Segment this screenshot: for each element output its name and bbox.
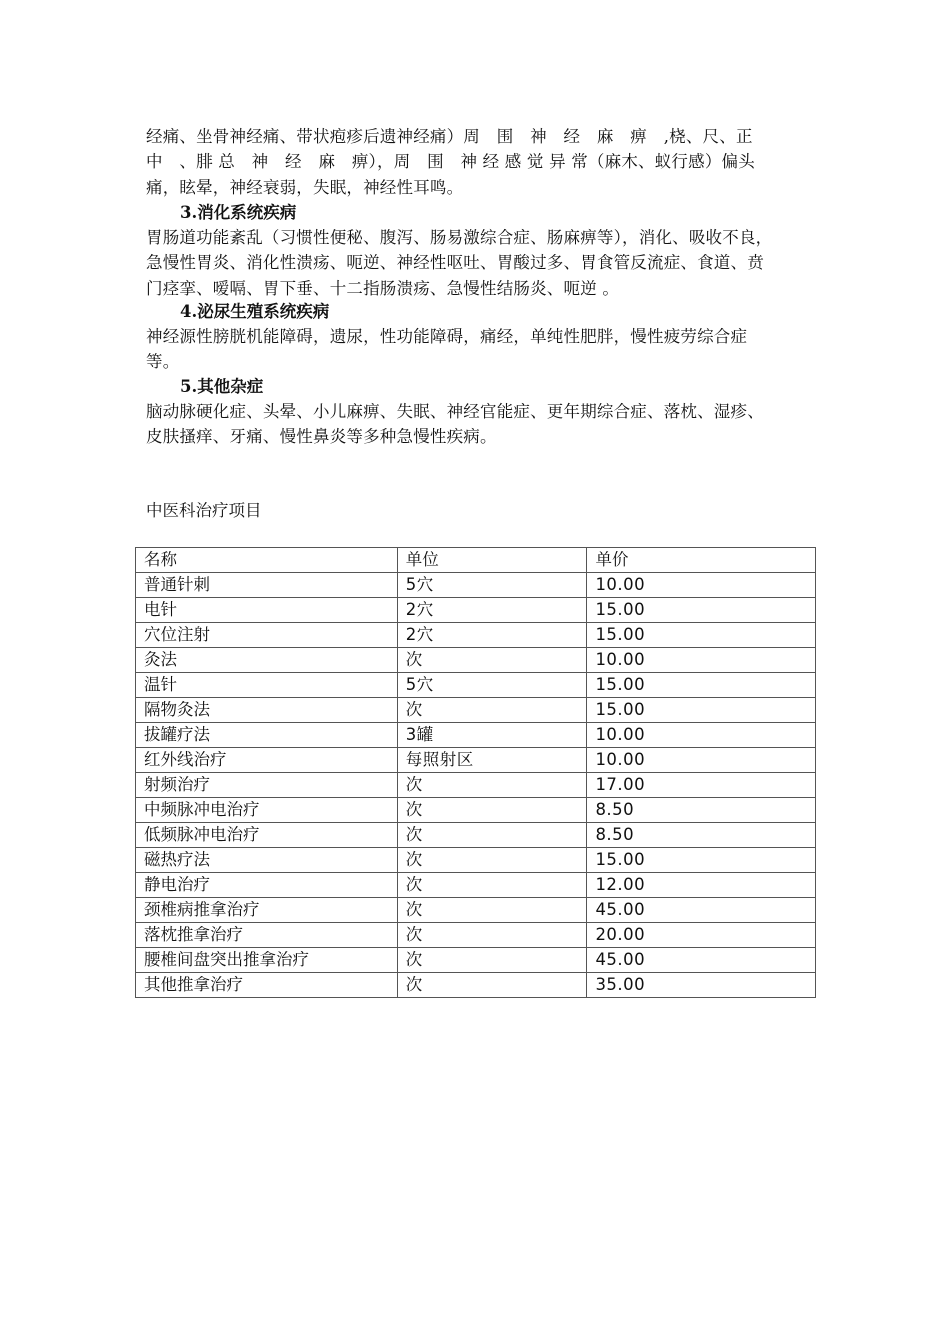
cell-item-name: 落枕推拿治疗 <box>136 923 398 948</box>
cell-unit: 5穴 <box>397 573 587 598</box>
paragraph-line: 痛，眩晕，神经衰弱，失眠，神经性耳鸣。 <box>146 177 464 197</box>
cell-unit: 次 <box>397 948 587 973</box>
cell-unit: 次 <box>397 798 587 823</box>
table-row <box>136 973 816 998</box>
section-body-other <box>146 399 826 450</box>
cell-item-name: 磁热疗法 <box>136 848 398 873</box>
cell-item-name: 灸法 <box>136 648 398 673</box>
cell-unit: 次 <box>397 773 587 798</box>
cell-unit: 2穴 <box>397 623 587 648</box>
cell-unit: 次 <box>397 648 587 673</box>
cell-unit: 次 <box>397 898 587 923</box>
table-row <box>136 948 816 973</box>
cell-price: 8.50 <box>587 798 816 823</box>
section-heading-digestive: 3.消化系统疾病 <box>180 203 297 222</box>
cell-item-name: 射频治疗 <box>136 773 398 798</box>
cell-price: 35.00 <box>587 973 816 998</box>
cell-unit: 5穴 <box>397 673 587 698</box>
section-body-digestive <box>146 225 826 301</box>
table-row <box>136 848 816 873</box>
paragraph-line: 皮肤搔痒、牙痛、慢性鼻炎等多种急慢性疾病。 <box>146 427 497 447</box>
table-body <box>136 573 816 998</box>
cell-price: 12.00 <box>587 873 816 898</box>
table-row <box>136 898 816 923</box>
cell-item-name: 隔物灸法 <box>136 698 398 723</box>
table-caption: 中医科治疗项目 <box>146 501 262 520</box>
cell-item-name: 拔罐疗法 <box>136 723 398 748</box>
table-row <box>136 598 816 623</box>
cell-price: 45.00 <box>587 898 816 923</box>
table-row <box>136 773 816 798</box>
cell-price: 8.50 <box>587 823 816 848</box>
paragraph-line: 中 、腓 总 神 经 麻 痹），周 围 神 经 感 觉 异 常（麻木、蚁行感）偏头 <box>146 152 755 172</box>
cell-item-name: 其他推拿治疗 <box>136 973 398 998</box>
table-row <box>136 698 816 723</box>
cell-price: 20.00 <box>587 923 816 948</box>
cell-unit: 2穴 <box>397 598 587 623</box>
cell-item-name: 静电治疗 <box>136 873 398 898</box>
paragraph-line: 门痉挛、嗳嗝、胃下垂、十二指肠溃疡、急慢性结肠炎、呃逆 。 <box>146 278 620 298</box>
cell-price: 15.00 <box>587 673 816 698</box>
cell-item-name: 中频脉冲电治疗 <box>136 798 398 823</box>
table-row <box>136 823 816 848</box>
cell-price: 45.00 <box>587 948 816 973</box>
table-row <box>136 798 816 823</box>
table-row <box>136 873 816 898</box>
cell-price: 15.00 <box>587 623 816 648</box>
section-heading-other: 5.其他杂症 <box>180 377 264 396</box>
paragraph-line: 等。 <box>146 352 180 372</box>
cell-item-name: 低频脉冲电治疗 <box>136 823 398 848</box>
cell-price: 15.00 <box>587 698 816 723</box>
cell-unit: 次 <box>397 823 587 848</box>
cell-price: 15.00 <box>587 848 816 873</box>
cell-unit: 每照射区 <box>397 748 587 773</box>
column-header-unit: 单位 <box>397 548 587 573</box>
cell-unit: 次 <box>397 848 587 873</box>
cell-item-name: 普通针刺 <box>136 573 398 598</box>
cell-price: 10.00 <box>587 748 816 773</box>
cell-item-name: 腰椎间盘突出推拿治疗 <box>136 948 398 973</box>
table-row <box>136 573 816 598</box>
section-heading-urogenital: 4.泌尿生殖系统疾病 <box>180 302 330 321</box>
table-row <box>136 923 816 948</box>
column-header-price: 单价 <box>587 548 816 573</box>
paragraph-line: 急慢性胃炎、消化性溃疡、呃逆、神经性呕吐、胃酸过多、胃食管反流症、食道、贲 <box>146 253 764 273</box>
cell-price: 15.00 <box>587 598 816 623</box>
table-row <box>136 673 816 698</box>
cell-item-name: 电针 <box>136 598 398 623</box>
table-row <box>136 723 816 748</box>
cell-item-name: 红外线治疗 <box>136 748 398 773</box>
cell-item-name: 温针 <box>136 673 398 698</box>
intro-paragraph <box>146 124 826 200</box>
paragraph-line: 经痛、坐骨神经痛、带状疱疹后遗神经痛）周 围 神 经 麻 痹 ,桡、尺、正 <box>146 127 753 146</box>
cell-price: 17.00 <box>587 773 816 798</box>
cell-unit: 次 <box>397 698 587 723</box>
paragraph-line: 脑动脉硬化症、头晕、小儿麻痹、失眠、神经官能症、更年期综合症、落枕、湿疹、 <box>146 402 764 421</box>
cell-item-name: 颈椎病推拿治疗 <box>136 898 398 923</box>
cell-item-name: 穴位注射 <box>136 623 398 648</box>
cell-unit: 次 <box>397 973 587 998</box>
cell-price: 10.00 <box>587 573 816 598</box>
cell-unit: 3罐 <box>397 723 587 748</box>
table-header-row <box>136 548 816 573</box>
cell-unit: 次 <box>397 923 587 948</box>
treatment-fee-table <box>135 547 816 998</box>
cell-unit: 次 <box>397 873 587 898</box>
paragraph-line: 胃肠道功能紊乱（习惯性便秘、腹泻、肠易激综合症、肠麻痹等），消化、吸收不良， <box>146 228 773 247</box>
cell-price: 10.00 <box>587 723 816 748</box>
section-body-urogenital <box>146 324 826 375</box>
table-row <box>136 748 816 773</box>
column-header-name: 名称 <box>136 548 398 573</box>
table-row <box>136 623 816 648</box>
paragraph-line: 神经源性膀胱机能障碍，遗尿，性功能障碍，痛经，单纯性肥胖，慢性疲劳综合症 <box>146 327 748 346</box>
cell-price: 10.00 <box>587 648 816 673</box>
table-row <box>136 648 816 673</box>
